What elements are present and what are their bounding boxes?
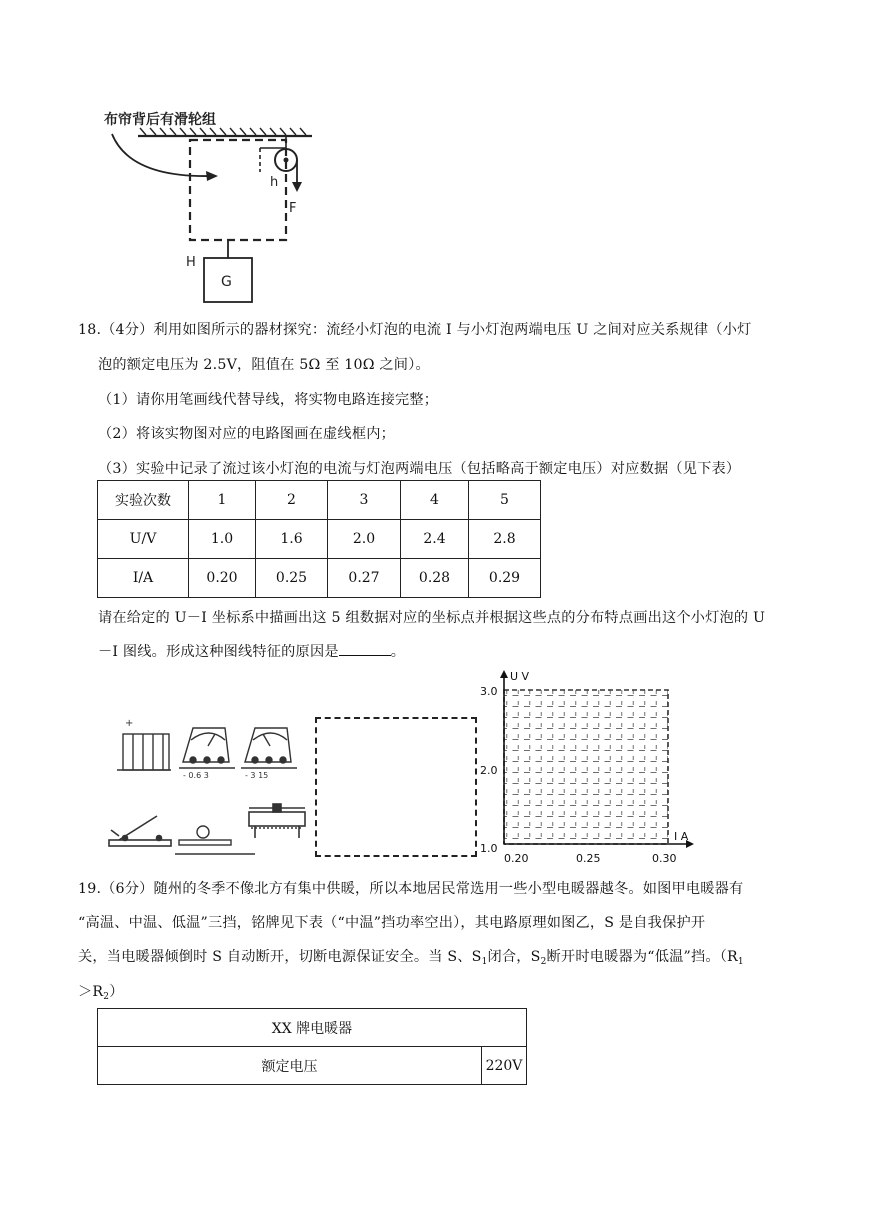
table-cell: 2.8 (469, 520, 541, 559)
table-cell: 0.28 (401, 559, 469, 598)
table-header-label: 实验次数 (98, 481, 189, 520)
table-row-label: U/V (98, 520, 189, 559)
q18-part3: （3）实验中记录了流过该小灯泡的电流与灯泡两端电压（包括略高于额定电压）对应数据（见下表） (98, 461, 741, 477)
bulb-icon (175, 826, 255, 854)
rheostat-icon (249, 804, 305, 838)
table-col-5: 5 (469, 481, 541, 520)
label-h: h (270, 175, 279, 190)
y-tick-2: 2.0 (480, 764, 498, 777)
table-col-4: 4 (401, 481, 469, 520)
table-cell: 0.25 (256, 559, 328, 598)
q18-header-cont: 泡的额定电压为 2.5V，阻值在 5Ω 至 10Ω 之间）。 (98, 357, 430, 373)
q18-part1: （1）请你用笔画线代替导线，将实物电路连接完整； (98, 392, 439, 408)
nameplate-table (97, 1008, 527, 1085)
table-row (98, 520, 541, 559)
subscript: 1 (481, 957, 488, 967)
q19-text: 关，当电暖器倾倒时 S 自动断开，切断电源保证安全。当 S、S (78, 949, 482, 965)
force-arrow-icon (292, 182, 302, 192)
q19-text: ＞R (78, 984, 104, 1000)
pulley-figure (100, 100, 330, 310)
table-col-3: 3 (328, 481, 401, 520)
answer-blank[interactable] (339, 641, 391, 656)
switch-icon (109, 816, 171, 846)
label-F: F (289, 201, 297, 216)
table-cell: 1.6 (256, 520, 328, 559)
battery-icon (117, 718, 171, 770)
nameplate-value: 220V (482, 1047, 527, 1085)
table-cell: 2.0 (328, 520, 401, 559)
x-tick-025: 0.25 (576, 852, 601, 865)
y-axis-label: U V (510, 670, 530, 683)
y-tick-3: 3.0 (480, 685, 498, 698)
q18-part2: （2）将该实物图对应的电路图画在虚线框内； (98, 426, 395, 442)
q18-instruction-2 (98, 641, 405, 661)
subscript: 2 (103, 992, 110, 1002)
x-axis-label: I A (674, 830, 689, 843)
table-row (98, 1047, 527, 1085)
q18-instruction-1: 请在给定的 U－I 坐标系中描画出这 5 组数据对应的坐标点并根据这些点的分布特点画出这个小灯泡的 U (98, 610, 766, 626)
nameplate-label: 额定电压 (98, 1047, 482, 1085)
table-col-2: 2 (256, 481, 328, 520)
ceiling-hatching (140, 128, 306, 135)
table-row-label: I/A (98, 559, 189, 598)
table-col-1: 1 (189, 481, 256, 520)
q19-line4 (78, 981, 124, 1002)
svg-text:+: + (125, 718, 134, 729)
q19-line2: “高温、中温、低温”三挡，铭牌见下表（“中温”挡功率空出），其电路原理如图乙，S 是自我保护开 (78, 915, 706, 931)
ui-coordinate-grid (478, 668, 698, 868)
subscript: 2 (540, 957, 547, 967)
instruction-end: 。 (390, 644, 406, 660)
table-cell: 1.0 (189, 520, 256, 559)
q19-line1: 19.（6分）随州的冬季不像北方有集中供暖，所以本地居民常选用一些小型电暖器越冬。如图甲电暖器有 (78, 881, 744, 897)
nameplate-title: XX 牌电暖器 (98, 1009, 527, 1047)
apparatus-figure (105, 712, 310, 862)
table-cell: 0.20 (189, 559, 256, 598)
label-G: G (221, 274, 232, 290)
x-tick-020: 0.20 (504, 852, 529, 865)
table-cell: 2.4 (401, 520, 469, 559)
curtain-label: 布帘背后有滑轮组 (104, 112, 216, 128)
curtain-dashed-box (190, 140, 286, 240)
instruction-text: －I 图线。形成这种图线特征的原因是 (98, 644, 339, 660)
q18-data-table (97, 480, 541, 598)
y-tick-1: 1.0 (480, 842, 498, 855)
q18-header: 18.（4分）利用如图所示的器材探究：流经小灯泡的电流 I 与小灯泡两端电压 U 之间对应关系规律（小灯 (78, 322, 752, 338)
table-cell: 0.29 (469, 559, 541, 598)
label-H: H (186, 255, 196, 270)
ammeter-icon (179, 728, 235, 768)
ammeter-scale: - 0.6 3 (183, 771, 209, 780)
circuit-diagram-box[interactable] (315, 717, 477, 857)
table-row (98, 559, 541, 598)
q19-line3 (78, 946, 744, 967)
table-cell: 0.27 (328, 559, 401, 598)
voltmeter-scale: - 3 15 (245, 771, 269, 780)
q19-text: 闭合，S (487, 949, 541, 965)
subscript: 1 (737, 957, 744, 967)
x-tick-030: 0.30 (652, 852, 677, 865)
q19-text: ） (109, 984, 124, 1000)
voltmeter-icon (241, 728, 297, 768)
q19-text: 断开时电暖器为“低温”挡。（R (546, 949, 738, 965)
